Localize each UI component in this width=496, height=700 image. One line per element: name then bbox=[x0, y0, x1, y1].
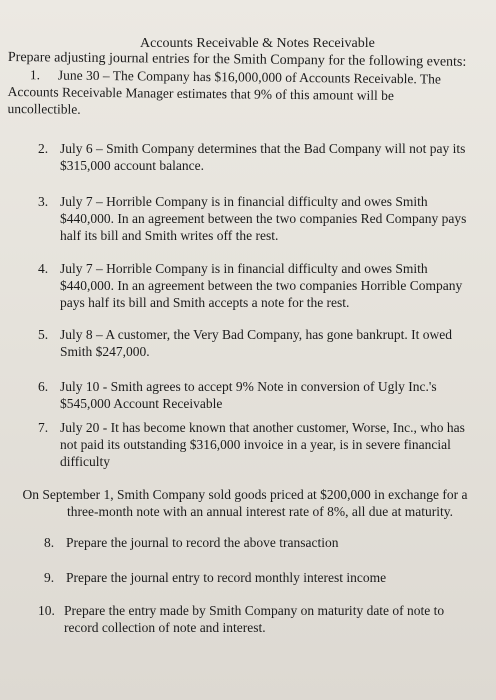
list-item-9 bbox=[44, 569, 386, 586]
item-number: 8. bbox=[44, 535, 55, 550]
item-number: 7. bbox=[38, 420, 49, 435]
item-line: June 30 – The Company has $16,000,000 of Accounts Receivable. The bbox=[57, 67, 442, 87]
item-line: $440,000. In an agreement between the two companies Horrible Company bbox=[60, 278, 463, 293]
item-line: $315,000 account balance. bbox=[60, 158, 204, 173]
paragraph-line: On September 1, Smith Company sold goods priced at $200,000 in exchange for a bbox=[22, 487, 468, 502]
list-item-5 bbox=[38, 326, 452, 360]
item-line: $545,000 Account Receivable bbox=[60, 396, 223, 411]
document-title: Accounts Receivable & Notes Receivable bbox=[140, 36, 375, 51]
list-item-4 bbox=[38, 260, 462, 311]
item-line: Accounts Receivable Manager estimates that 9% of this amount will be bbox=[7, 83, 394, 104]
item-number: 9. bbox=[44, 570, 55, 585]
list-item-1 bbox=[7, 66, 441, 122]
item-number: 1. bbox=[29, 67, 41, 83]
item-number: 6. bbox=[38, 379, 49, 394]
item-line: $440,000. In an agreement between the two companies Red Company pays bbox=[60, 211, 467, 226]
item-number: 2. bbox=[38, 141, 49, 156]
item-line: Prepare the journal entry to record monthly interest income bbox=[66, 570, 387, 585]
paragraph-line: three-month note with an annual interest rate of 8%, all due at maturity. bbox=[67, 504, 453, 519]
item-number: 10. bbox=[38, 603, 55, 618]
item-line: Smith $247,000. bbox=[60, 344, 150, 359]
september-paragraph bbox=[22, 486, 490, 520]
item-line: July 20 - It has become known that another customer, Worse, Inc., who has bbox=[60, 420, 465, 435]
list-item-6 bbox=[38, 378, 437, 412]
item-line: not paid its outstanding $316,000 invoice in a year, is in severe financial bbox=[60, 437, 451, 452]
item-line: difficulty bbox=[60, 454, 110, 469]
item-line: Prepare the journal to record the above transaction bbox=[66, 535, 339, 550]
list-item-8 bbox=[44, 534, 339, 551]
item-number: 5. bbox=[38, 327, 49, 342]
item-line: July 6 – Smith Company determines that the Bad Company will not pay its bbox=[60, 141, 466, 156]
item-line: pays half its bill and Smith accepts a note for the rest. bbox=[60, 295, 350, 310]
item-line: record collection of note and interest. bbox=[64, 620, 266, 635]
item-line: July 8 – A customer, the Very Bad Company, has gone bankrupt. It owed bbox=[60, 327, 453, 342]
item-line: July 10 - Smith agrees to accept 9% Note in conversion of Ugly Inc.'s bbox=[60, 379, 437, 394]
list-item-7 bbox=[38, 419, 465, 470]
list-item-10 bbox=[38, 602, 444, 636]
item-line: July 7 – Horrible Company is in financial difficulty and owes Smith bbox=[60, 261, 428, 276]
item-number: 4. bbox=[38, 261, 49, 276]
item-line: uncollectible. bbox=[7, 100, 81, 117]
item-line: half its bill and Smith writes off the rest. bbox=[60, 228, 279, 243]
item-number: 3. bbox=[38, 194, 49, 209]
list-item-3 bbox=[38, 193, 466, 244]
intro-instruction: Prepare adjusting journal entries for the Smith Company for the following events: bbox=[7, 50, 467, 70]
item-line: Prepare the entry made by Smith Company on maturity date of note to bbox=[64, 603, 445, 618]
list-item-2 bbox=[38, 140, 465, 174]
item-line: July 7 – Horrible Company is in financial difficulty and owes Smith bbox=[60, 194, 428, 209]
